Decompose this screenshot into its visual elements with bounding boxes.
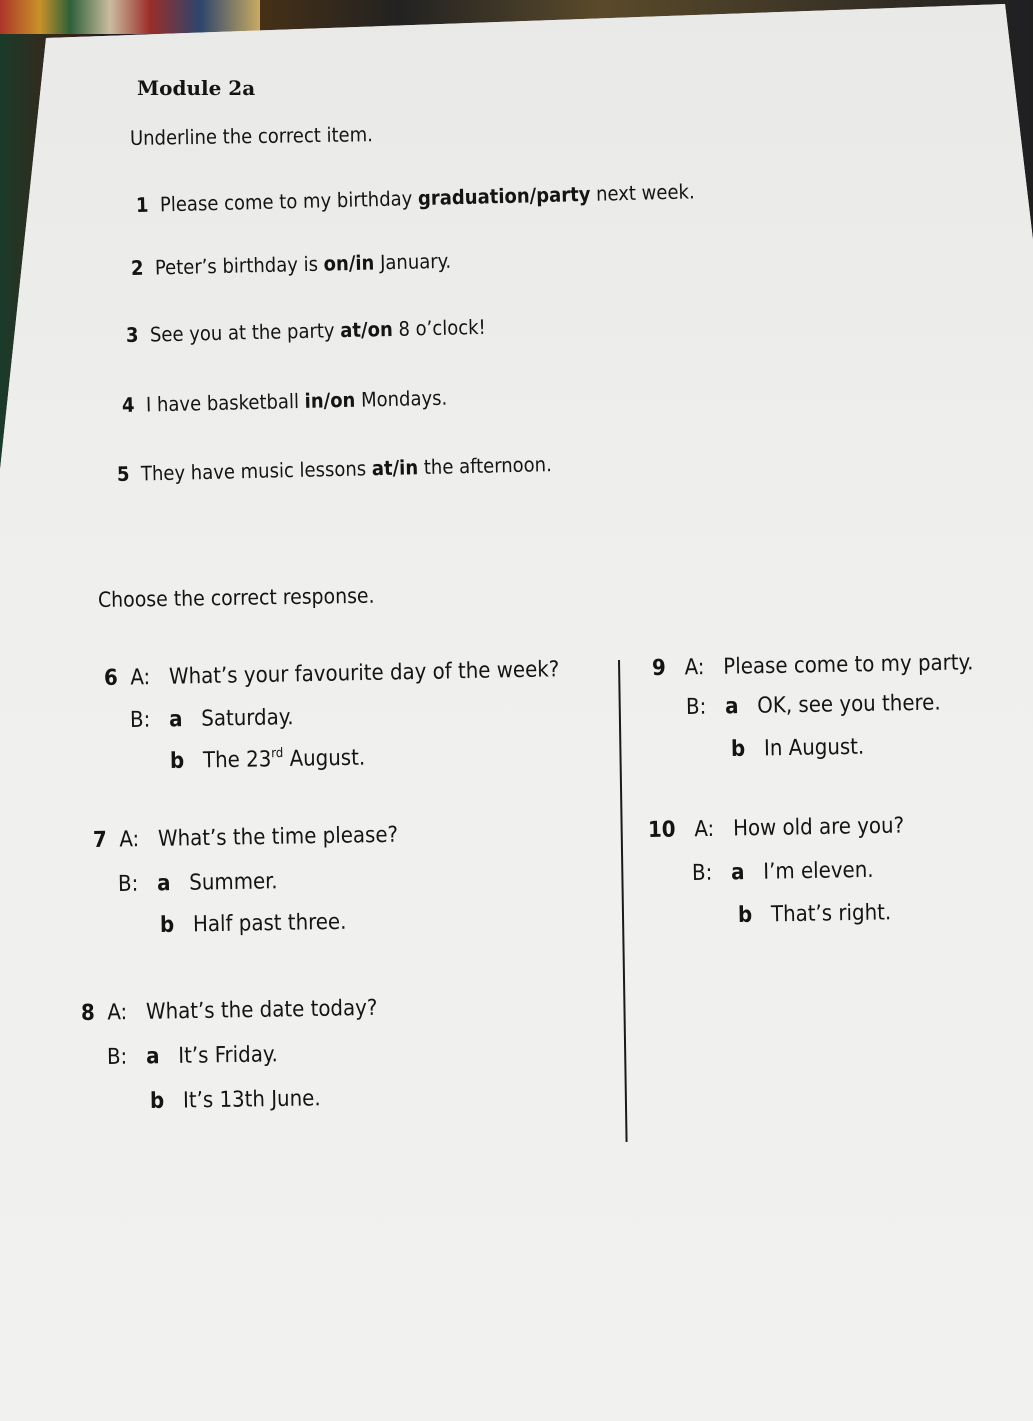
option-letter: b bbox=[159, 912, 175, 938]
dialog-6-option-a bbox=[130, 705, 294, 733]
question-text: What’s your favourite day of the week? bbox=[168, 657, 560, 690]
dialog-7-option-b bbox=[160, 910, 347, 938]
dialog-number: 7 bbox=[92, 827, 107, 853]
item-choice: on/in bbox=[323, 250, 375, 276]
option-text: That’s right. bbox=[770, 900, 892, 928]
item-number: 1 bbox=[135, 192, 149, 217]
background-decoration bbox=[0, 0, 260, 34]
option-text: It’s Friday. bbox=[178, 1042, 278, 1069]
dialog-7-question bbox=[93, 823, 398, 853]
option-letter: b bbox=[737, 902, 753, 928]
question-text: Please come to my party. bbox=[723, 650, 974, 680]
speaker-a-label: A: bbox=[694, 816, 715, 843]
option-text: Summer. bbox=[189, 869, 278, 896]
dialog-9-option-a bbox=[686, 691, 941, 720]
item-choice: in/on bbox=[304, 387, 356, 413]
dialog-10-option-b bbox=[738, 900, 892, 928]
option-text: The 23 bbox=[202, 747, 272, 774]
dialog-number: 9 bbox=[651, 655, 666, 681]
item-text: the afternoon. bbox=[417, 452, 553, 480]
option-letter: a bbox=[168, 707, 183, 733]
dialog-9-option-b bbox=[731, 735, 865, 762]
item-choice: at/in bbox=[371, 455, 419, 481]
option-letter: a bbox=[730, 860, 745, 886]
dialog-7-option-a bbox=[118, 869, 278, 897]
item-text: Please come to my birthday bbox=[159, 186, 419, 217]
page-title: Module 2a bbox=[137, 76, 256, 100]
speaker-a-label: A: bbox=[130, 665, 151, 691]
speaker-b-label: B: bbox=[685, 694, 707, 720]
dialog-8-option-a bbox=[107, 1042, 278, 1070]
dialog-8-option-b bbox=[150, 1086, 321, 1114]
dialog-6-option-b bbox=[170, 745, 366, 774]
option-text: Saturday. bbox=[201, 705, 294, 732]
question-text: What’s the date today? bbox=[145, 995, 378, 1025]
item-choice: graduation/party bbox=[417, 181, 591, 211]
item-number: 4 bbox=[121, 392, 135, 417]
option-text: OK, see you there. bbox=[757, 690, 941, 719]
option-text: Half past three. bbox=[192, 909, 347, 938]
item-text: Mondays. bbox=[355, 385, 448, 412]
question-text: How old are you? bbox=[732, 813, 905, 842]
option-text: August. bbox=[283, 745, 366, 773]
item-number: 3 bbox=[125, 322, 139, 347]
option-letter: a bbox=[724, 694, 739, 720]
speaker-b-label: B: bbox=[106, 1044, 128, 1070]
item-text: I have basketball bbox=[145, 388, 305, 417]
section1-instruction: Underline the correct item. bbox=[129, 122, 374, 150]
speaker-b-label: B: bbox=[117, 871, 139, 897]
item-choice: at/on bbox=[339, 316, 394, 343]
item-text: next week. bbox=[590, 179, 695, 206]
item-number: 2 bbox=[130, 255, 144, 280]
question-text: What’s the time please? bbox=[157, 822, 399, 852]
option-superscript: rd bbox=[271, 746, 284, 762]
speaker-a-label: A: bbox=[107, 1000, 128, 1026]
option-letter: a bbox=[145, 1044, 160, 1070]
dialog-number: 10 bbox=[647, 817, 676, 843]
speaker-a-label: A: bbox=[119, 827, 140, 853]
speaker-b-label: B: bbox=[691, 860, 713, 886]
option-letter: b bbox=[149, 1088, 165, 1114]
dialog-number: 8 bbox=[80, 1000, 95, 1026]
section2-instruction: Choose the correct response. bbox=[97, 583, 375, 612]
speaker-b-label: B: bbox=[129, 707, 151, 733]
option-text: It’s 13th June. bbox=[182, 1086, 321, 1114]
item-number: 5 bbox=[116, 461, 130, 486]
item-text: They have music lessons bbox=[140, 456, 373, 486]
option-text: I’m eleven. bbox=[763, 857, 874, 885]
dialog-10-option-a bbox=[692, 858, 874, 886]
item-text: See you at the party bbox=[149, 318, 341, 347]
item-text: 8 o’clock! bbox=[392, 314, 487, 341]
speaker-a-label: A: bbox=[684, 655, 705, 681]
dialog-number: 6 bbox=[103, 665, 119, 691]
dialog-8-question bbox=[81, 996, 378, 1026]
dialog-10-question bbox=[648, 814, 905, 843]
option-text: In August. bbox=[763, 734, 865, 762]
option-letter: b bbox=[169, 748, 185, 774]
option-letter: b bbox=[730, 736, 746, 762]
item-text: Peter’s birthday is bbox=[154, 251, 324, 280]
item-text: January. bbox=[374, 248, 452, 275]
option-letter: a bbox=[156, 871, 171, 897]
